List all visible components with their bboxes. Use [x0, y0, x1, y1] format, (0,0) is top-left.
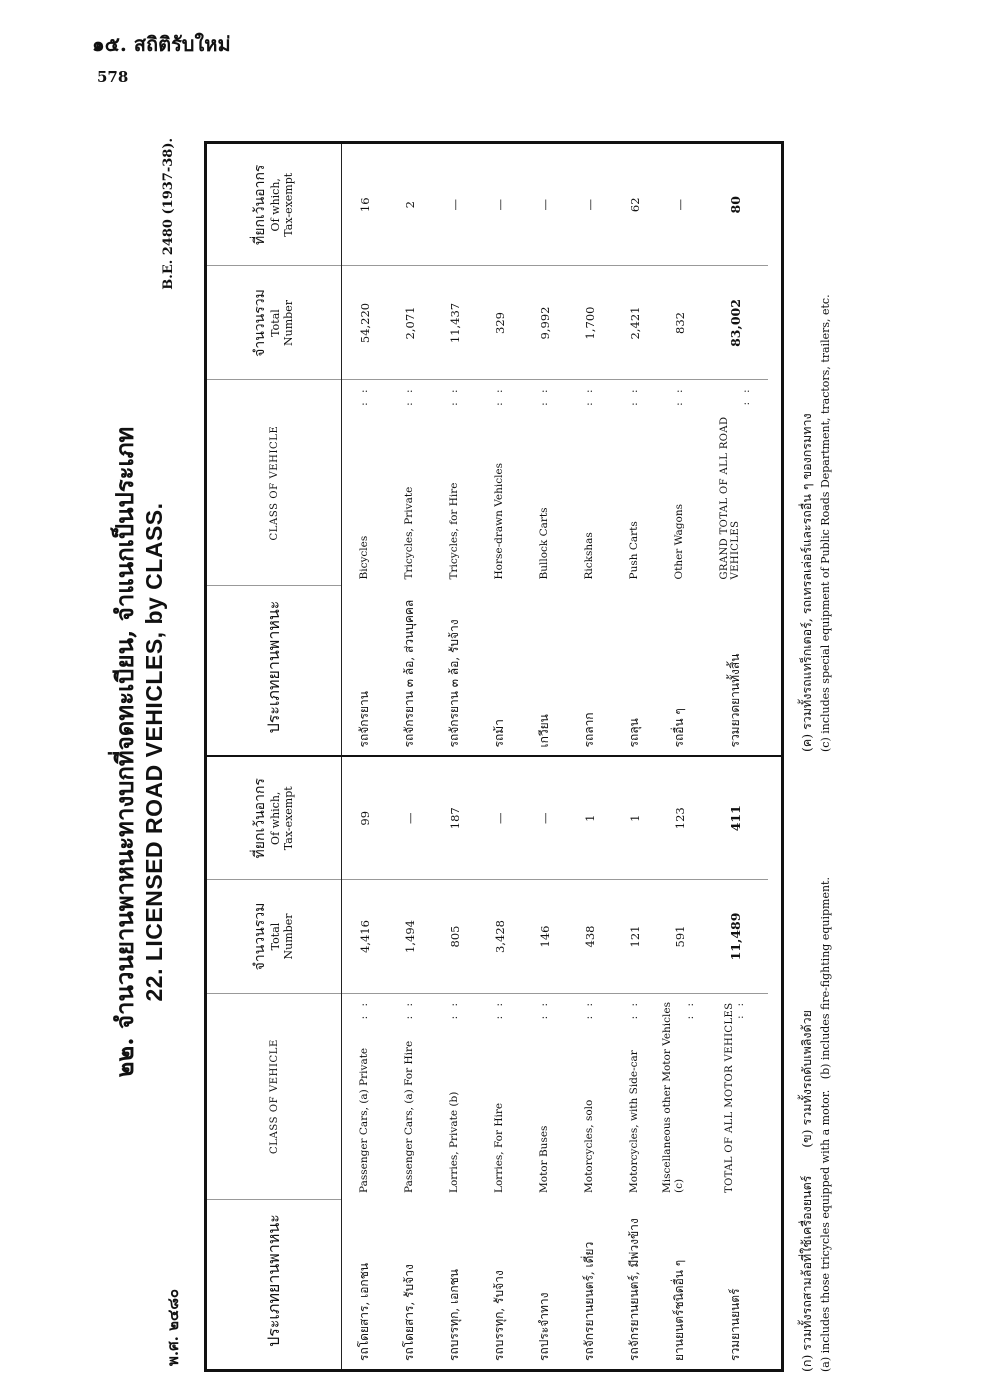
row-type-thai: รถม้า: [492, 719, 506, 748]
note-b-en: (b) includes fire-fighting equipment.: [819, 877, 832, 1080]
row-type-thai: รถลาก: [582, 712, 596, 748]
row-type-thai: รถจักรยาน ๓ ล้อ, รับจ้าง: [447, 619, 461, 748]
table-row: [342, 144, 387, 756]
total-thai: รวมยานยนตร์: [727, 1288, 742, 1361]
table-row: [657, 758, 702, 1370]
row-exempt: 1: [567, 758, 612, 881]
total-exempt: 80: [702, 144, 768, 267]
row-exempt: —: [387, 758, 432, 881]
row-total: 2,421: [612, 267, 657, 381]
row-class-en: Lorries, Private (b) : :: [447, 1000, 460, 1193]
table-row: [432, 144, 477, 756]
row-total: 146: [522, 880, 567, 994]
col-exempt: ที่ยกเว้นอากร Of which, Tax-exempt: [207, 758, 341, 881]
col-exempt: ที่ยกเว้นอากร Of which, Tax-exempt: [207, 144, 341, 267]
table-row: [612, 144, 657, 756]
total-en: GRAND TOTAL OF ALL ROAD VEHICLES : :: [718, 386, 752, 580]
row-class-en: Passenger Cars, (a) For Hire : :: [402, 1000, 415, 1193]
row-exempt: 123: [657, 758, 702, 881]
col-type-thai: ประเภทยานพาหนะ: [207, 1199, 341, 1369]
table-total-row: [702, 758, 768, 1370]
vehicles-table: [204, 141, 784, 1372]
row-total: 805: [432, 880, 477, 994]
note-c-thai: (ค) รวมทั้งรถแทร็กเตอร์, รถเทรลเล่อร์และรถอื่น ๆ ของกรมทาง: [799, 413, 814, 752]
row-type-thai: รถประจำทาง: [537, 1292, 551, 1361]
row-total: 11,437: [432, 267, 477, 381]
row-class-en: Lorries, For Hire : :: [492, 1000, 505, 1193]
row-class-en: Motorcycles, with Side-car : :: [627, 1000, 640, 1193]
row-total: 438: [567, 880, 612, 994]
year-thai: พ.ศ. ๒๔๘๐: [164, 1288, 182, 1366]
row-class-en: Bicycles : :: [357, 386, 370, 580]
note-b-thai: (ข) รวมทั้งรถดับเพลิงด้วย: [799, 1010, 814, 1148]
row-exempt: —: [477, 758, 522, 881]
table-header: [207, 758, 342, 1370]
title-thai: ๒๒. จำนวนยานพาหนะทางบกที่จดทะเบียน, จำแนกเป็นประเภท: [110, 426, 139, 1078]
row-class-en: Motorcycles, solo : :: [582, 1000, 595, 1193]
table-row: [522, 758, 567, 1370]
table-row: [567, 758, 612, 1370]
col-class-en: CLASS OF VEHICLE: [268, 1039, 280, 1154]
table-body: [342, 758, 702, 1370]
total-thai: รวมยวดยานทั้งสิ้น: [727, 653, 742, 748]
row-type-thai: รถโดยสาร, รับจ้าง: [402, 1264, 416, 1361]
col-total: จำนวนรวม Total Number: [207, 880, 341, 994]
row-type-thai: รถลุน: [627, 718, 641, 748]
row-total: 121: [612, 880, 657, 994]
row-type-thai: รถบรรทุก, เอกชน: [447, 1269, 461, 1361]
row-type-thai: รถจักรยานยนตร์, เดี่ยว: [582, 1241, 596, 1361]
row-type-thai: รถจักรยาน: [357, 691, 371, 748]
note-a-en: (a) includes those tricycles equipped with a motor. (b) includes fire-fighting equipment.: [819, 877, 832, 1372]
row-exempt: 2: [387, 144, 432, 267]
row-total: 1,700: [567, 267, 612, 381]
row-exempt: —: [657, 144, 702, 267]
row-class-en: Passenger Cars, (a) Private : :: [357, 1000, 370, 1193]
row-exempt: 187: [432, 758, 477, 881]
row-total: 1,494: [387, 880, 432, 994]
row-exempt: —: [567, 144, 612, 267]
row-class-en: Bullock Carts : :: [537, 386, 550, 580]
table-total-row: [702, 144, 768, 756]
rotated-table-page: [85, 132, 945, 1372]
row-total: 54,220: [342, 267, 387, 381]
table-row: [387, 758, 432, 1370]
row-exempt: —: [522, 758, 567, 881]
col-type-thai: ประเภทยานพาหนะ: [207, 586, 341, 756]
table-row: [522, 144, 567, 756]
row-exempt: 99: [342, 758, 387, 881]
row-exempt: 16: [342, 144, 387, 267]
row-exempt: —: [432, 144, 477, 267]
table-row: [477, 144, 522, 756]
row-class-en: Tricycles, for Hire : :: [447, 386, 460, 580]
row-exempt: 1: [612, 758, 657, 881]
col-total: จำนวนรวม Total Number: [207, 267, 341, 381]
motor-vehicles-panel: [207, 756, 781, 1370]
col-class-en: CLASS OF VEHICLE: [268, 425, 280, 541]
row-class-en: Tricycles, Private : :: [402, 386, 415, 580]
row-total: 3,428: [477, 880, 522, 994]
table-row: [432, 758, 477, 1370]
row-exempt: —: [477, 144, 522, 267]
row-type-thai: เกวียน: [537, 714, 551, 748]
row-class-en: Miscellaneous other Motor Vehicles (c) : :: [661, 1000, 697, 1193]
year-english: B.E. 2480 (1937-38).: [161, 138, 176, 290]
row-total: 2,071: [387, 267, 432, 381]
row-class-en: Motor Buses : :: [537, 1000, 550, 1193]
row-class-en: Other Wagons : :: [672, 386, 685, 580]
row-class-en: Rickshas : :: [582, 386, 595, 580]
total-number: 11,489: [702, 880, 768, 994]
row-type-thai: รถโดยสาร, เอกชน: [357, 1262, 371, 1361]
row-exempt: 62: [612, 144, 657, 267]
table-row: [477, 758, 522, 1370]
row-total: 9,992: [522, 267, 567, 381]
title-english: 22. LICENSED ROAD VEHICLES, by CLASS.: [141, 502, 167, 1002]
note-c-en: (c) includes special equipment of Public Roads Department, tractors, trailers, etc.: [819, 294, 832, 752]
note-a-thai: (ก) รวมทั้งรถสามล้อที่ใช้เครื่องยนตร์ (ข) รวมทั้งรถดับเพลิงด้วย: [799, 1010, 814, 1372]
row-total: 832: [657, 267, 702, 381]
total-number: 83,002: [702, 267, 768, 381]
row-class-en: Push Carts : :: [627, 386, 640, 580]
row-type-thai: รถจักรยานยนตร์, มีพ่วงข้าง: [627, 1218, 641, 1361]
page-number: 578: [97, 68, 129, 86]
table-row: [342, 758, 387, 1370]
table-row: [657, 144, 702, 756]
row-class-en: Horse-drawn Vehicles : :: [492, 386, 505, 580]
road-vehicles-panel: [207, 144, 781, 756]
series-header: ๑๕. สถิติรับใหม่: [92, 32, 231, 56]
total-exempt: 411: [702, 758, 768, 881]
row-total: 329: [477, 267, 522, 381]
row-type-thai: รถบรรทุก, รับจ้าง: [492, 1270, 506, 1361]
row-total: 591: [657, 880, 702, 994]
table-row: [387, 144, 432, 756]
footnotes: [797, 141, 835, 1372]
table-row: [612, 758, 657, 1370]
row-total: 4,416: [342, 880, 387, 994]
table-body: [342, 144, 702, 756]
total-en: TOTAL OF ALL MOTOR VEHICLES : :: [724, 1000, 746, 1193]
row-type-thai: รถจักรยาน ๓ ล้อ, ส่วนบุคคล: [402, 599, 416, 748]
row-type-thai: ยานยนตร์ชนิดอื่น ๆ: [672, 1259, 686, 1361]
row-type-thai: รถอื่น ๆ: [672, 708, 686, 748]
row-exempt: —: [522, 144, 567, 267]
table-header: [207, 144, 342, 756]
table-row: [567, 144, 612, 756]
